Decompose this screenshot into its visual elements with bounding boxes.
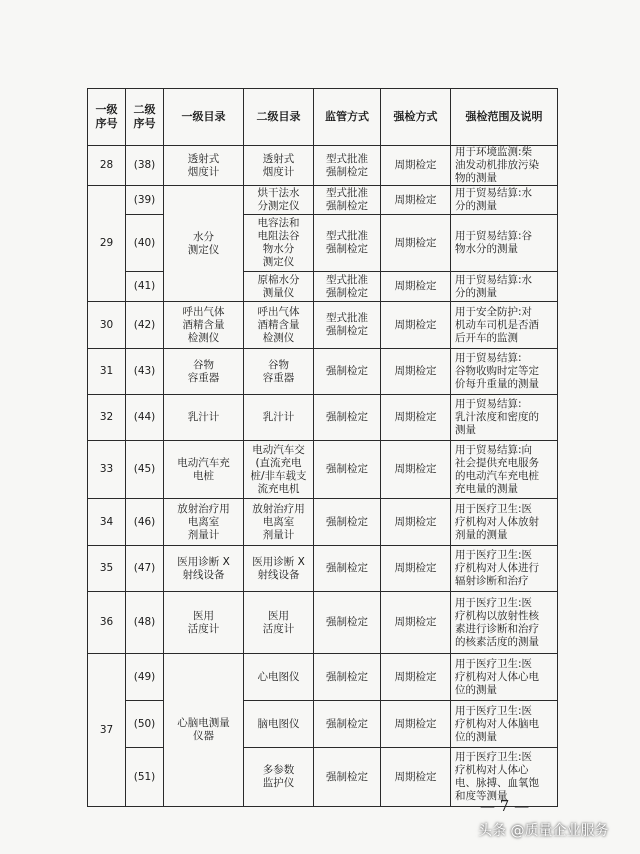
scope: 用于医疗卫生:医 疗机构对人体心电 位的测量: [451, 654, 558, 701]
l1-no: 37: [88, 654, 126, 807]
l2-no: (38): [126, 146, 164, 186]
l1-no: 31: [88, 349, 126, 395]
l2-name: 放射治疗用 电离室 剂量计: [244, 499, 314, 546]
supervision: 强制检定: [314, 748, 381, 807]
scope: 用于贸易结算:水 分的测量: [451, 272, 558, 302]
inspection: 周期检定: [381, 302, 451, 349]
supervision: 强制检定: [314, 592, 381, 654]
table-row: [88, 701, 558, 748]
l2-no: (44): [126, 395, 164, 441]
l2-name: 乳汁计: [244, 395, 314, 441]
scope: 用于医疗卫生:医 疗机构对人体进行 辐射诊断和治疗: [451, 546, 558, 592]
l1-no: 33: [88, 441, 126, 499]
header-supervision: 监管方式: [314, 89, 381, 146]
scope: 用于医疗卫生:医 疗机构对人体放射 剂量的测量: [451, 499, 558, 546]
l1-name: 心脑电测量 仪器: [164, 654, 244, 807]
inspection: 周期检定: [381, 349, 451, 395]
l2-no: (40): [126, 215, 164, 272]
inspection: 周期检定: [381, 592, 451, 654]
l1-no: 35: [88, 546, 126, 592]
scope: 用于贸易结算:谷 物水分的测量: [451, 215, 558, 272]
page-number: — 7 —: [480, 797, 530, 815]
l2-no: (41): [126, 272, 164, 302]
l2-no: (42): [126, 302, 164, 349]
l2-name: 烘干法水 分测定仪: [244, 186, 314, 215]
supervision: 型式批准 强制检定: [314, 186, 381, 215]
l2-no: (51): [126, 748, 164, 807]
catalog-table: [87, 88, 558, 807]
l2-name: 谷物 容重器: [244, 349, 314, 395]
supervision: 型式批准 强制检定: [314, 215, 381, 272]
supervision: 强制检定: [314, 701, 381, 748]
supervision: 强制检定: [314, 654, 381, 701]
scope: 用于贸易结算: 谷物收购时定等定 价每升重量的测量: [451, 349, 558, 395]
inspection: 周期检定: [381, 395, 451, 441]
inspection: 周期检定: [381, 215, 451, 272]
table-row: [88, 349, 558, 395]
l2-name: 电容法和 电阻法谷 物水分 测定仪: [244, 215, 314, 272]
catalog-table-container: [87, 88, 557, 807]
l2-name: 透射式 烟度计: [244, 146, 314, 186]
inspection: 周期检定: [381, 272, 451, 302]
header-inspection: 强检方式: [381, 89, 451, 146]
supervision: 型式批准 强制检定: [314, 302, 381, 349]
l2-name: 电动汽车交 (直流充电 桩/非车载支 流充电机: [244, 441, 314, 499]
table-row: [88, 215, 558, 272]
l2-no: (46): [126, 499, 164, 546]
inspection: 周期检定: [381, 654, 451, 701]
table-row: [88, 186, 558, 215]
l2-name: 医用 活度计: [244, 592, 314, 654]
l2-no: (47): [126, 546, 164, 592]
scope: 用于医疗卫生:医 疗机构对人体心 电、脉搏、血氧饱 和度等测量: [451, 748, 558, 807]
header-l1-no: 一级 序号: [88, 89, 126, 146]
scope: 用于医疗卫生:医 疗机构以放射性核 素进行诊断和治疗 的核素活度的测量: [451, 592, 558, 654]
l1-no: 32: [88, 395, 126, 441]
l1-name: 医用 活度计: [164, 592, 244, 654]
l2-no: (50): [126, 701, 164, 748]
l2-no: (39): [126, 186, 164, 215]
l1-no: 29: [88, 186, 126, 302]
scope: 用于医疗卫生:医 疗机构对人体脑电 位的测量: [451, 701, 558, 748]
scope: 用于安全防护:对 机动车司机是否酒 后开车的监测: [451, 302, 558, 349]
inspection: 周期检定: [381, 146, 451, 186]
table-row: [88, 654, 558, 701]
watermark: 头条 @质量企业服务: [478, 823, 609, 839]
inspection: 周期检定: [381, 441, 451, 499]
inspection: 周期检定: [381, 748, 451, 807]
scope: 用于贸易结算:向 社会提供充电服务 的电动汽车充电桩 充电量的测量: [451, 441, 558, 499]
l1-name: 医用诊断 X 射线设备: [164, 546, 244, 592]
supervision: 型式批准 强制检定: [314, 146, 381, 186]
supervision: 强制检定: [314, 499, 381, 546]
inspection: 周期检定: [381, 546, 451, 592]
l1-no: 30: [88, 302, 126, 349]
table-row: [88, 272, 558, 302]
supervision: 型式批准 强制检定: [314, 272, 381, 302]
l2-name: 脑电图仪: [244, 701, 314, 748]
supervision: 强制检定: [314, 441, 381, 499]
l2-no: (43): [126, 349, 164, 395]
l2-name: 多参数 监护仪: [244, 748, 314, 807]
supervision: 强制检定: [314, 395, 381, 441]
l1-no: 28: [88, 146, 126, 186]
l1-no: 36: [88, 592, 126, 654]
table-row: [88, 395, 558, 441]
table-row: [88, 546, 558, 592]
l1-name: 电动汽车充 电桩: [164, 441, 244, 499]
scope: 用于环境监测:柴 油发动机排放污染 物的测量: [451, 146, 558, 186]
table-row: [88, 441, 558, 499]
supervision: 强制检定: [314, 349, 381, 395]
l1-name: 谷物 容重器: [164, 349, 244, 395]
l1-name: 呼出气体 酒精含量 检测仪: [164, 302, 244, 349]
table-row: [88, 302, 558, 349]
inspection: 周期检定: [381, 701, 451, 748]
supervision: 强制检定: [314, 546, 381, 592]
table-row: [88, 499, 558, 546]
l1-name: 乳汁计: [164, 395, 244, 441]
l1-name: 透射式 烟度计: [164, 146, 244, 186]
l2-no: (49): [126, 654, 164, 701]
l2-name: 医用诊断 X 射线设备: [244, 546, 314, 592]
l2-name: 呼出气体 酒精含量 检测仪: [244, 302, 314, 349]
l2-name: 原棉水分 测量仪: [244, 272, 314, 302]
header-l2-name: 二级目录: [244, 89, 314, 146]
header-scope: 强检范围及说明: [451, 89, 558, 146]
header-l2-no: 二级 序号: [126, 89, 164, 146]
l2-no: (48): [126, 592, 164, 654]
table-row: [88, 146, 558, 186]
header-l1-name: 一级目录: [164, 89, 244, 146]
table-row: [88, 592, 558, 654]
inspection: 周期检定: [381, 499, 451, 546]
header-row: [88, 89, 558, 146]
l1-no: 34: [88, 499, 126, 546]
l2-name: 心电图仪: [244, 654, 314, 701]
scope: 用于贸易结算:水 分的测量: [451, 186, 558, 215]
l1-name: 放射治疗用 电离室 剂量计: [164, 499, 244, 546]
scope: 用于贸易结算: 乳汁浓度和密度的 测量: [451, 395, 558, 441]
l2-no: (45): [126, 441, 164, 499]
l1-name: 水分 测定仪: [164, 186, 244, 302]
inspection: 周期检定: [381, 186, 451, 215]
